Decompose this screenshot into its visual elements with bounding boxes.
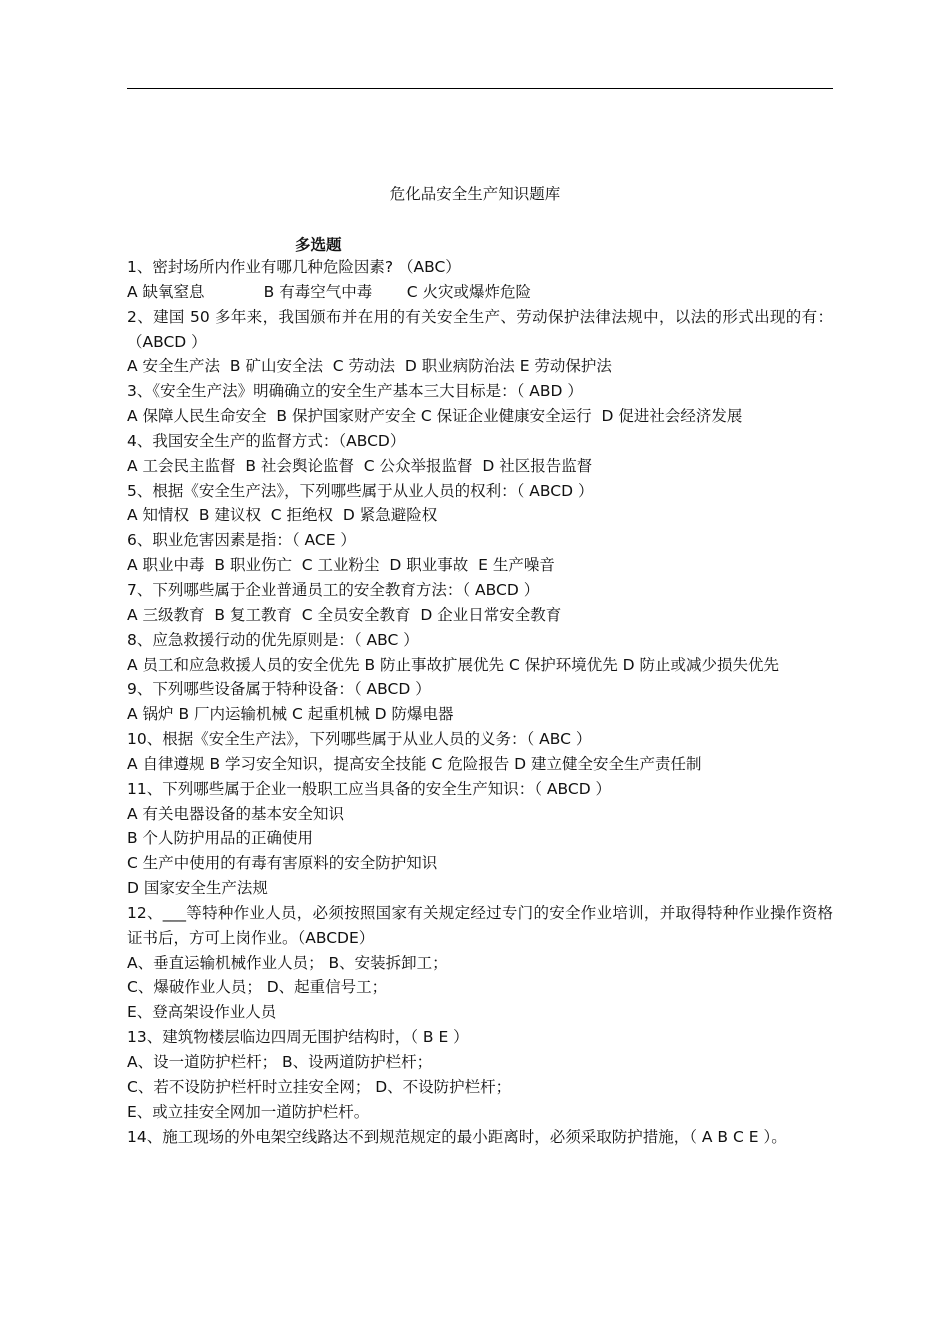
document-line: 5、根据《安全生产法》，下列哪些属于从业人员的权利：（ ABCD ）: [127, 481, 594, 500]
document-line: E、或立挂安全网加一道防护栏杆。: [127, 1102, 370, 1121]
document-line: 2、建国 50 多年来，我国颁布并在用的有关安全生产、劳动保护法律法规中，以法的形式出现的有：（ABCD ）: [127, 307, 833, 351]
document-line: 7、下列哪些属于企业普通员工的安全教育方法：（ ABCD ）: [127, 580, 540, 599]
document-line: 6、职业危害因素是指：（ ACE ）: [127, 531, 356, 550]
document-line: C、爆破作业人员； D、起重信号工；: [127, 978, 388, 997]
document-line: A 自律遵规 B 学习安全知识，提高安全技能 C 危险报告 D 建立健全安全生产责任制: [127, 754, 702, 773]
document-title: 危化品安全生产知识题库: [389, 185, 561, 203]
document-line: A、设一道防护栏杆； B、设两道防护栏杆；: [127, 1053, 433, 1071]
document-line: 1、密封场所内作业有哪几种危险因素? （ABC）: [127, 258, 461, 276]
document-line: A 保障人民生命安全 B 保护国家财产安全 C 保证企业健康安全运行 D 促进社会经济发展: [127, 407, 743, 426]
document-line: E、登高架设作业人员: [127, 1003, 277, 1022]
document-line: 10、根据《安全生产法》，下列哪些属于从业人员的义务：（ ABC ）: [127, 730, 592, 749]
document-line: C、若不设防护栏杆时立挂安全网； D、不设防护栏杆；: [127, 1077, 512, 1096]
question-list: [127, 255, 833, 1149]
document-line: 14、施工现场的外电架空线路达不到规范规定的最小距离时，必须采取防护措施，（ A B C E ）。: [127, 1127, 787, 1146]
document-line: A 员工和应急救援人员的安全优先 B 防止事故扩展优先 C 保护环境优先 D 防止或减少损失优先: [127, 655, 779, 674]
header-rule: [127, 88, 833, 89]
document-line: A 知情权 B 建议权 C 拒绝权 D 紧急避险权: [127, 506, 438, 525]
document-line: 9、下列哪些设备属于特种设备：（ ABCD ）: [127, 680, 431, 699]
document-line: 3、《安全生产法》明确确立的安全生产基本三大目标是：（ ABD ）: [127, 382, 583, 401]
document-line: A、垂直运输机械作业人员； B、安装拆卸工；: [127, 953, 448, 972]
document-line: A 职业中毒 B 职业伤亡 C 工业粉尘 D 职业事故 E 生产噪音: [127, 556, 555, 575]
document-line: A 工会民主监督 B 社会舆论监督 C 公众举报监督 D 社区报告监督: [127, 456, 593, 475]
document-line: 13、建筑物楼层临边四周无围护结构时，（ B E ）: [127, 1028, 469, 1047]
document-line: A 缺氧窒息 B 有毒空气中毒 C 火灾或爆炸危险: [127, 282, 531, 301]
document-line: A 安全生产法 B 矿山安全法 C 劳动法 D 职业病防治法 E 劳动保护法: [127, 357, 612, 376]
document-line: A 三级教育 B 复工教育 C 全员安全教育 D 企业日常安全教育: [127, 605, 562, 624]
document-line: 12、___等特种作业人员，必须按照国家有关规定经过专门的安全作业培训，并取得特种作业操作资格证书后，方可上岗作业。（ABCDE）: [127, 903, 833, 947]
document-line: D 国家安全生产法规: [127, 879, 268, 898]
document-line: A 有关电器设备的基本安全知识: [127, 804, 345, 823]
document-line: 11、下列哪些属于企业一般职工应当具备的安全生产知识：（ ABCD ）: [127, 779, 612, 798]
document-line: B 个人防护用品的正确使用: [127, 829, 314, 848]
section-heading: 多选题: [295, 236, 342, 254]
document-line: 8、应急救援行动的优先原则是：（ ABC ）: [127, 630, 419, 649]
document-line: 4、我国安全生产的监督方式：（ABCD）: [127, 431, 406, 450]
document-line: A 锅炉 B 厂内运输机械 C 起重机械 D 防爆电器: [127, 705, 454, 724]
document-line: C 生产中使用的有毒有害原料的安全防护知识: [127, 854, 438, 873]
